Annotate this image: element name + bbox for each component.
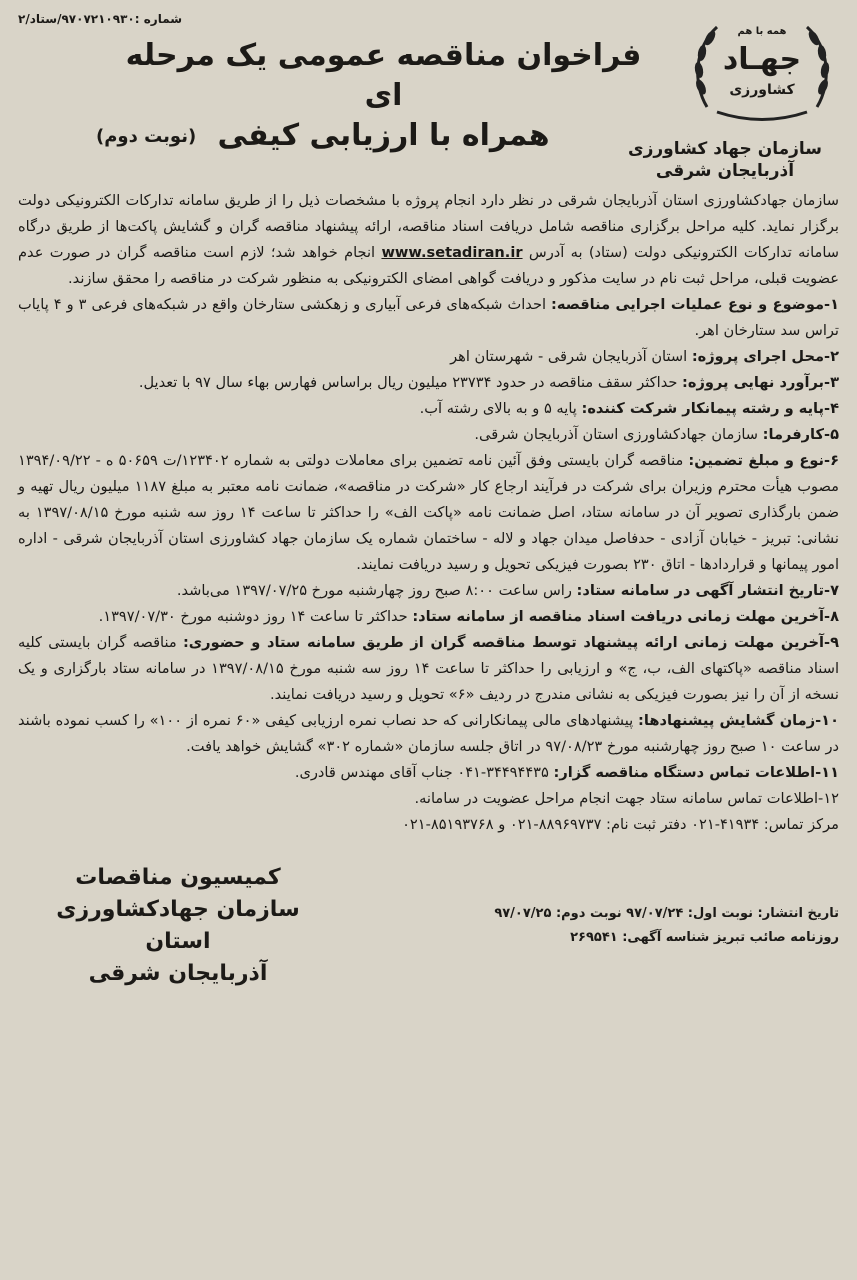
notice-item-text: راس ساعت ۸:۰۰ صبح روز چهارشنبه مورخ ۱۳۹۷/۰۷/۲۵ می‌باشد. <box>176 582 577 599</box>
notice-item-text: مناقصه گران بایستی وفق آئین نامه تضمین برای معاملات دولتی به شماره ۱۲۳۴۰۲/ت ۵۰۶۵۹ ه - ۱۳۹۴/۰۹/۲۲ مصوب هیأت محترم وزیران برای شرکت در فرآیند ارجاع کار «شرکت در مناقصه»، ضمانت نامه معتبر به مبلغ ۱۱۸۷ میلیون ریال تهیه و ضمن بارگذاری تصویر آن در سامانه ستاد، اصل ضمانت نامه «پاکت الف» را حداکثر تا ساعت ۱۴ روز سه شنبه مورخ ۱۳۹۷/۰۸/۱۵ به نشانی: تبریز - خیابان آزادی - حدفاصل میدان جهاد و لاله - ساختمان شماره یک سازمان جهاد کشاورزی استان آذربایجان شرقی - اداره امور پیمانها و قراردادها - اتاق ۲۳۰ بصورت فیزیکی تحویل و رسید دریافت نمایند. <box>18 452 839 573</box>
notice-item-label: ۱۰-زمان گشایش پیشنهادها: <box>638 712 839 729</box>
notice-item-text: مرکز تماس: ۴۱۹۳۴-۰۲۱ دفتر ثبت نام: ۸۸۹۶۹۷۳۷-۰۲۱ و ۸۵۱۹۳۷۶۸-۰۲۱ <box>402 816 839 833</box>
notice-item-text: سازمان جهادکشاورزی استان آذربایجان شرقی. <box>474 426 763 443</box>
notice-item <box>18 708 839 760</box>
notice-header <box>18 8 839 188</box>
notice-title <box>118 36 649 156</box>
notice-body <box>18 188 839 838</box>
notice-item-label: ۳-برآورد نهایی پروژه: <box>682 374 839 391</box>
intro-text-a: سازمان جهادکشاورزی استان آذربایجان شرقی در نظر دارد انجام پروژه با مشخصات ذیل را از طریق سامانه تدارکات الکترونیکی دولت برگزار نماید. کلیه مراحل برگزاری مناقصه شامل دریافت اسناد مناقصه، ارائه پیشنهاد مناقصه گران و گشایش پاکت‌ها از طریق درگاه سامانه تدارکات الکترونیکی دولت (ستاد) به آدرس <box>18 192 840 261</box>
notice-item <box>18 578 839 604</box>
notice-item-text: پیشنهادهای مالی پیمانکارانی که حد نصاب نمره ارزیابی کیفی «۶۰ نمره از ۱۰۰» را کسب نموده باشند در ساعت ۱۰ صبح روز چهارشنبه مورخ ۹۷/۰۸/۲۳ در اتاق جلسه سازمان «شماره ۳۰۲» گشایش خواهد یافت. <box>18 712 839 755</box>
title-line1: فراخوان مناقصه عمومی یک مرحله ای <box>125 38 642 113</box>
notice-item-text: حداکثر سقف مناقصه در حدود ۲۳۷۳۴ میلیون ریال براساس فهارس بهاء سال ۹۷ با تعدیل. <box>138 374 683 391</box>
logo-sub-text: کشاورزی <box>729 82 795 98</box>
notice-item <box>18 370 839 396</box>
notice-item-label: ۷-تاریخ انتشار آگهی در سامانه ستاد: <box>576 582 839 599</box>
notice-item-label: ۶-نوع و مبلغ تضمین: <box>688 452 839 469</box>
publication-round: (نوبت دوم) <box>96 126 197 147</box>
org-name-line2: آذربایجان شرقی <box>655 161 795 181</box>
notice-item-text: ۱۲-اطلاعات تماس سامانه ستاد جهت انجام مراحل عضویت در سامانه. <box>414 790 839 807</box>
notice-item-label: ۲-محل اجرای پروژه: <box>691 348 839 365</box>
title-line2: همراه با ارزیابی کیفی <box>217 118 550 153</box>
jihad-agriculture-logo <box>687 12 837 130</box>
logo-main-text: جهـاد <box>722 42 802 77</box>
notice-item-text: پایه ۵ و به بالای رشته آب. <box>419 400 582 417</box>
reference-number: شماره :۹۷۰۷۲۱۰۹۳۰/ستاد/۲ <box>18 12 183 26</box>
notice-item <box>18 760 839 786</box>
notice-item <box>18 344 839 370</box>
notice-item <box>18 448 839 578</box>
intro-text-b: انجام خواهد شد؛ لازم است مناقصه گران در صورت عدم عضویت قبلی، مراحل ثبت نام در سایت مذکور و دریافت گواهی امضای الکترونیکی به منظور شرکت در مناقصه را محقق سازند. <box>18 244 839 287</box>
notice-item-text: استان آذربایجان شرقی - شهرستان اهر <box>450 348 692 365</box>
commission-line3: آذربایجان شرقی <box>88 961 268 986</box>
notice-item <box>18 630 839 708</box>
notice-item <box>18 786 839 812</box>
notice-item-text: احداث شبکه‌های فرعی آبیاری و زهکشی ستارخان واقع در شبکه‌های فرعی ۳ و ۴ پایاب تراس سد ستارخان اهر. <box>18 296 839 339</box>
notice-item <box>18 292 839 344</box>
notice-item <box>18 812 839 838</box>
notice-item <box>18 396 839 422</box>
notice-item-label: ۱۱-اطلاعات تماس دستگاه مناقصه گزار: <box>553 764 839 781</box>
tender-commission <box>28 862 328 990</box>
publication-info <box>409 902 839 950</box>
website-link[interactable]: www.setadiran.ir <box>381 244 523 261</box>
notice-footer <box>18 842 839 992</box>
commission-line1: کمیسیون مناقصات <box>75 865 281 890</box>
logo-top-text: همه با هم <box>737 26 787 37</box>
notice-item-text: حداکثر تا ساعت ۱۴ روز دوشنبه مورخ ۱۳۹۷/۰۷/۳۰. <box>98 608 413 625</box>
notice-items <box>18 292 839 838</box>
notice-item-label: ۱-موضوع و نوع عملیات اجرایی مناقصه: <box>551 296 839 313</box>
notice-item-label: ۹-آخرین مهلت زمانی ارائه پیشنهاد توسط مناقصه گران از طریق سامانه ستاد و حضوری: <box>182 634 840 651</box>
organization-name <box>625 138 825 182</box>
publication-dates: تاریخ انتشار: نوبت اول: ۹۷/۰۷/۲۴ نوبت دوم: ۹۷/۰۷/۲۵ <box>494 906 839 921</box>
newspaper-info: روزنامه صائب تبریز شناسه آگهی: ۲۶۹۵۴۱ <box>570 930 839 945</box>
notice-item <box>18 604 839 630</box>
notice-item-text: مناقصه گران بایستی کلیه اسناد مناقصه «پاکتهای الف، ب، ج» و ارزیابی را حداکثر تا ساعت ۱۴ روز سه شنبه مورخ ۱۳۹۷/۰۸/۱۵ در سامانه ستاد بارگزاری و یک نسخه از آن را نیز بصورت فیزیکی به نشانی مندرج در ردیف «۶» تحویل و رسید دریافت نمایند. <box>18 634 839 703</box>
org-name-line1: سازمان جهاد کشاورزی <box>627 139 822 159</box>
notice-item-label: ۴-پایه و رشته پیمانکار شرکت کننده: <box>581 400 839 417</box>
intro-paragraph <box>18 188 839 292</box>
commission-line2: سازمان جهادکشاورزی استان <box>56 897 300 954</box>
notice-item <box>18 422 839 448</box>
notice-item-label: ۸-آخرین مهلت زمانی دریافت اسناد مناقصه از سامانه ستاد: <box>412 608 839 625</box>
notice-item-text: ۳۴۴۹۴۴۳۵-۰۴۱ جناب آقای مهندس قادری. <box>294 764 554 781</box>
notice-item-label: ۵-کارفرما: <box>762 426 839 443</box>
